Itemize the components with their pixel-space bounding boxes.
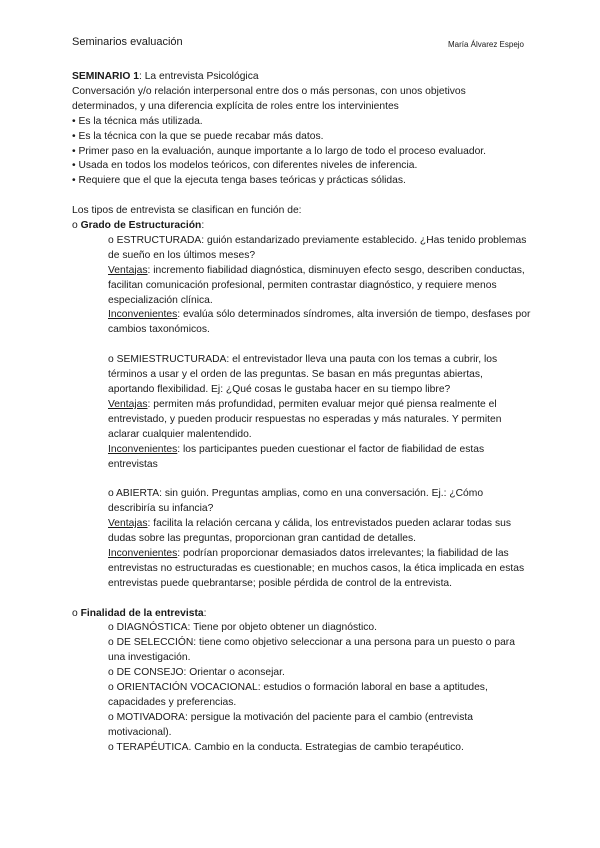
inconvenientes-label: Inconvenientes (108, 309, 178, 321)
document-body (72, 70, 532, 756)
seminar-title: La entrevista Psicológica (141, 71, 259, 82)
ventajas-label: Ventajas (108, 518, 148, 530)
heading-colon: : (201, 220, 205, 232)
finalidad-item: o TERAPÉUTICA. Cambio en la conducta. Estrategias de cambio terapéutico. (108, 741, 464, 753)
spacer (108, 472, 532, 487)
inconvenientes-text: : los participantes pueden cuestionar el factor de fiabilidad de estas entrevistas (108, 443, 485, 470)
finalidad-item: o DE CONSEJO: Orientar o aconsejar. (108, 667, 285, 679)
spacer (108, 338, 532, 353)
spacer (72, 592, 532, 607)
ventajas-text: : facilita la relación cercana y cálida, los entrevistados pueden aclarar todas sus dudas sobre las preguntas, proporcionan gran cantidad de detalles. (108, 518, 511, 545)
inconvenientes-text: : evalúa sólo determinados síndromes, alta inversión de tiempo, desfases por cambios taxonómicos. (108, 309, 531, 336)
finalidad-heading: Finalidad de la entrevista (80, 607, 204, 619)
finalidad-list (72, 621, 532, 755)
list-marker: o (72, 220, 81, 232)
semi-inconvenientes (108, 443, 532, 473)
estructurada-inconvenientes (108, 308, 532, 338)
bullet-item: • Primer paso en la evaluación, aunque importante a lo largo de todo el proceso evaluador. (72, 145, 487, 157)
abierta-desc: o ABIERTA: sin guión. Preguntas amplias, como en una conversación. Ej.: ¿Cómo describiría su infancia? (108, 488, 484, 515)
seminar-definition: Conversación y/o relación interpersonal entre dos o más personas, con unos objetivos determinados, y una diferencia explícita de roles entre los intervinientes (72, 85, 466, 112)
seminar-label: SEMINARIO 1 (72, 71, 139, 82)
grado-list (72, 234, 532, 592)
bullet-item: • Es la técnica más utilizada. (72, 115, 203, 127)
bullet-item: • Es la técnica con la que se puede recabar más datos. (72, 130, 324, 142)
finalidad-item: o MOTIVADORA: persigue la motivación del paciente para el cambio (entrevista motivacional). (108, 711, 473, 738)
header-author: María Álvarez Espejo (447, 40, 524, 49)
inconvenientes-text: : podrían proporcionar demasiados datos irrelevantes; la fiabilidad de las entrevistas no estructuradas es cuestionable; en muchos casos, la ética implicada en estas entrevistas puede quebrantarse; posible pérdida de control de la entrevista. (108, 547, 525, 589)
bullet-item: • Requiere que el que la ejecuta tenga bases teóricas y prácticas sólidas. (72, 175, 406, 187)
inconvenientes-label: Inconvenientes (108, 547, 178, 559)
ventajas-label: Ventajas (108, 264, 148, 276)
ventajas-text: : incremento fiabilidad diagnóstica, disminuyen efecto sesgo, describen conductas, facilitan comunicación profesional, permiten contrastar diagnóstico, y requiere menos especialización clínica. (108, 264, 525, 306)
grado-heading: Grado de Estructuración (80, 220, 202, 232)
header-title: Seminarios evaluación (72, 36, 183, 48)
semi-desc: o SEMIESTRUCTURADA: el entrevistador lleva una pauta con los temas a cubrir, los términos a usar y el orden de las preguntas. Se basan en más preguntas abiertas, aportando flexibilidad. Ej: ¿Qué cosas le gustaba hacer en su tiempo libre? (108, 354, 498, 395)
ventajas-label: Ventajas (108, 398, 148, 410)
ventajas-text: : permiten más profundidad, permiten evaluar mejor qué piensa realmente el entrevistado, y pueden producir respuestas no esperadas y más naturales. Y permiten aclarar cualquier malentendido. (108, 398, 502, 440)
seminar-heading (72, 70, 532, 85)
finalidad-item: o DE SELECCIÓN: tiene como objetivo seleccionar a una persona para un puesto o para una investigación. (108, 637, 515, 664)
finalidad-item: o ORIENTACIÓN VOCACIONAL: estudios o formación laboral en base a aptitudes, capacidades y preferencias. (108, 682, 488, 708)
semi-ventajas (108, 398, 532, 443)
types-intro: Los tipos de entrevista se clasifican en función de: (72, 205, 302, 217)
section-heading-grado (72, 219, 532, 234)
estructurada-ventajas (108, 264, 532, 309)
list-marker: o (72, 607, 81, 619)
heading-colon: : (203, 607, 207, 619)
seminar-colon: : (138, 71, 142, 82)
bullet-item: • Usada en todos los modelos teóricos, con diferentes niveles de inferencia. (72, 160, 418, 172)
spacer (72, 189, 532, 204)
section-heading-finalidad (72, 607, 532, 622)
inconvenientes-label: Inconvenientes (108, 443, 178, 455)
abierta-ventajas (108, 517, 532, 547)
finalidad-item: o DIAGNÓSTICA: Tiene por objeto obtener un diagnóstico. (108, 622, 378, 634)
estructurada-desc: o ESTRUCTURADA: guión estandarizado previamente establecido. ¿Has tenido problemas de sueño en los últimos meses? (108, 234, 527, 261)
abierta-inconvenientes (108, 547, 532, 592)
